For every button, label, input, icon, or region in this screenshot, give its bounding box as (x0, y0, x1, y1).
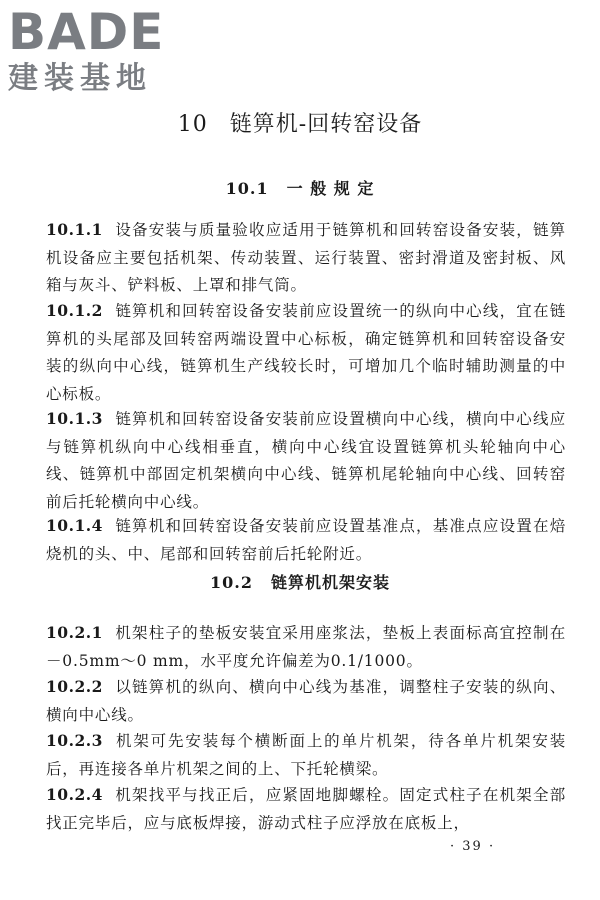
clause-text: 机架柱子的垫板安装宜采用座浆法，垫板上表面标高宜控制在－0.5mm～0 mm，水平度允许偏差为0.1/1000。 (46, 624, 566, 670)
clause-paragraph (46, 216, 566, 300)
section-heading (0, 177, 600, 201)
bade-logo (8, 3, 178, 96)
clause-number: 10.2.1 (46, 623, 103, 642)
clause-text: 设备安装与质量验收应适用于链箅机和回转窑设备安装，链箅机设备应主要包括机架、传动装置、运行装置、密封滑道及密封板、风箱与灰斗、铲料板、上罩和排气筒。 (46, 221, 566, 294)
chapter-number: 10 (177, 112, 208, 137)
clause-text: 机架找平与找正后，应紧固地脚螺栓。固定式柱子在机架全部找正完毕后，应与底板焊接，游动式柱子应浮放在底板上， (46, 786, 566, 832)
clause-paragraph (46, 727, 566, 783)
clause-number: 10.1.3 (46, 409, 103, 428)
clause-text: 以链箅机的纵向、横向中心线为基准，调整柱子安装的纵向、横向中心线。 (46, 678, 566, 724)
clause-text: 链箅机和回转窑设备安装前应设置基准点，基准点应设置在焙烧机的头、中、尾部和回转窑前后托轮附近。 (46, 517, 566, 563)
clause-paragraph (46, 781, 566, 837)
clause-paragraph (46, 673, 566, 729)
clause-number: 10.1.1 (46, 220, 103, 239)
clause-paragraph (46, 297, 566, 408)
page-number: · 39 · (450, 839, 496, 854)
logo-brand-text: BADE (8, 3, 165, 61)
section-heading (0, 571, 600, 595)
section-title-text: 一 般 规 定 (286, 179, 375, 198)
section-title-text: 链箅机机架安装 (270, 573, 390, 592)
clause-paragraph (46, 619, 566, 675)
clause-number: 10.2.2 (46, 677, 103, 696)
clause-number: 10.2.3 (46, 731, 103, 750)
chapter-title-text: 链箅机-回转窑设备 (229, 112, 423, 137)
section-number: 10.1 (225, 179, 269, 198)
chapter-title (0, 108, 600, 142)
clause-paragraph (46, 512, 566, 568)
clause-number: 10.2.4 (46, 785, 103, 804)
clause-number: 10.1.4 (46, 516, 103, 535)
clause-text: 链箅机和回转窑设备安装前应设置横向中心线，横向中心线应与链箅机纵向中心线相垂直，横向中心线宜设置链箅机头轮轴向中心线、链箅机中部固定机架横向中心线、链箅机尾轮轴向中心线、回转窑前后托轮横向中心线。 (46, 410, 566, 511)
clause-paragraph (46, 405, 566, 516)
clause-text: 机架可先安装每个横断面上的单片机架，待各单片机架安装后，再连接各单片机架之间的上、下托轮横梁。 (46, 732, 566, 778)
clause-text: 链箅机和回转窑设备安装前应设置统一的纵向中心线，宜在链箅机的头尾部及回转窑两端设置中心标板，确定链箅机和回转窑设备安装的纵向中心线，链箅机生产线较长时，可增加几个临时辅助测量的中心标板。 (46, 302, 566, 403)
clause-number: 10.1.2 (46, 301, 103, 320)
logo-subtitle: 建装基地 (8, 61, 152, 96)
section-number: 10.2 (210, 573, 253, 592)
